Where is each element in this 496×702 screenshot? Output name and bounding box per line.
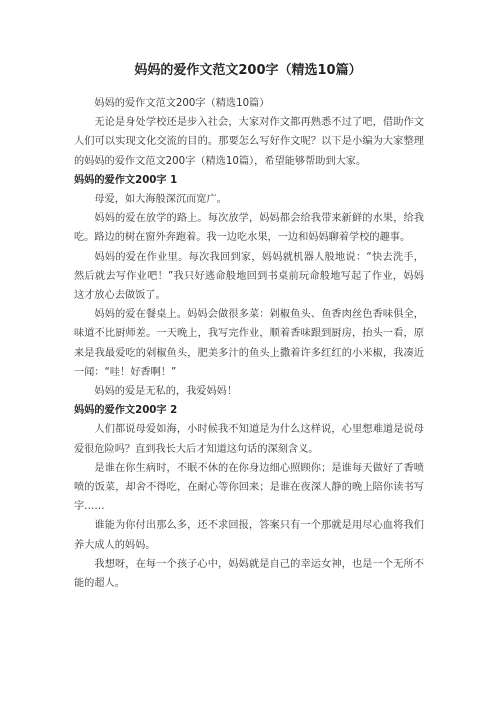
intro-paragraph: 无论是身处学校还是步入社会，大家对作文都再熟悉不过了吧，借助作文人们可以实现文化交流的目的。那要怎么写好作文呢？以下是小编为大家整理的妈妈的爱作文范文200字（精选10篇），希望能够帮助到大家。 [74,117,424,167]
document-body [74,94,424,593]
section-heading: 妈妈的爱作文200字 1 [74,174,178,186]
paragraph: 妈妈的爱在放学的路上。每次放学，妈妈都会给我带来新鲜的水果，给我吃。路边的树在窗外奔跑着。我一边吃水果，一边和妈妈聊着学校的趣事。 [74,213,424,244]
paragraph: 妈妈的爱在餐桌上。妈妈会做很多菜：剁椒鱼头、鱼香肉丝色香味俱全，味道不比厨师差。一天晚上，我写完作业，顺着香味跟到厨房，抬头一看，原来是我最爱吃的剁椒鱼头，肥美多汁的鱼头上撒着许多红红的小米椒，我凑近一闻：“哇！好香啊！” [74,309,424,378]
paragraph: 人们都说母爱如海，小时候我不知道是为什么这样说，心里想难道是说母爱很危险吗？直到我长大后才知道这句话的深刻含义。 [74,424,424,455]
paragraph: 我想呀，在每一个孩子心中，妈妈就是自己的幸运女神，也是一个无所不能的超人。 [74,558,424,590]
paragraph: 妈妈的爱在作业里。每次我回到家，妈妈就机器人般地说：“快去洗手，然后就去写作业吧！”我只好逃命般地回到书桌前玩命般地写起了作业，妈妈这才放心去做饭了。 [74,251,424,302]
section-heading: 妈妈的爱作文200字 2 [74,405,178,417]
paragraph: 妈妈的爱是无私的，我爱妈妈！ [94,386,238,398]
paragraph: 是谁在你生病时，不眠不休的在你身边细心照顾你；是谁每天做好了香喷喷的饭菜，却舍不得吃，在耐心等你回来；是谁在夜深人静的晚上陪你读书写字…… [74,462,424,513]
paragraph: 母爱，如大海般深沉而宽广。 [94,194,227,206]
intro-subtitle: 妈妈的爱作文范文200字（精选10篇） [94,98,270,109]
paragraph: 谁能为你付出那么多，还不求回报，答案只有一个那就是用尽心血将我们养大成人的妈妈。 [74,520,424,551]
document-title: 妈妈的爱作文范文200字（精选10篇） [134,63,362,78]
